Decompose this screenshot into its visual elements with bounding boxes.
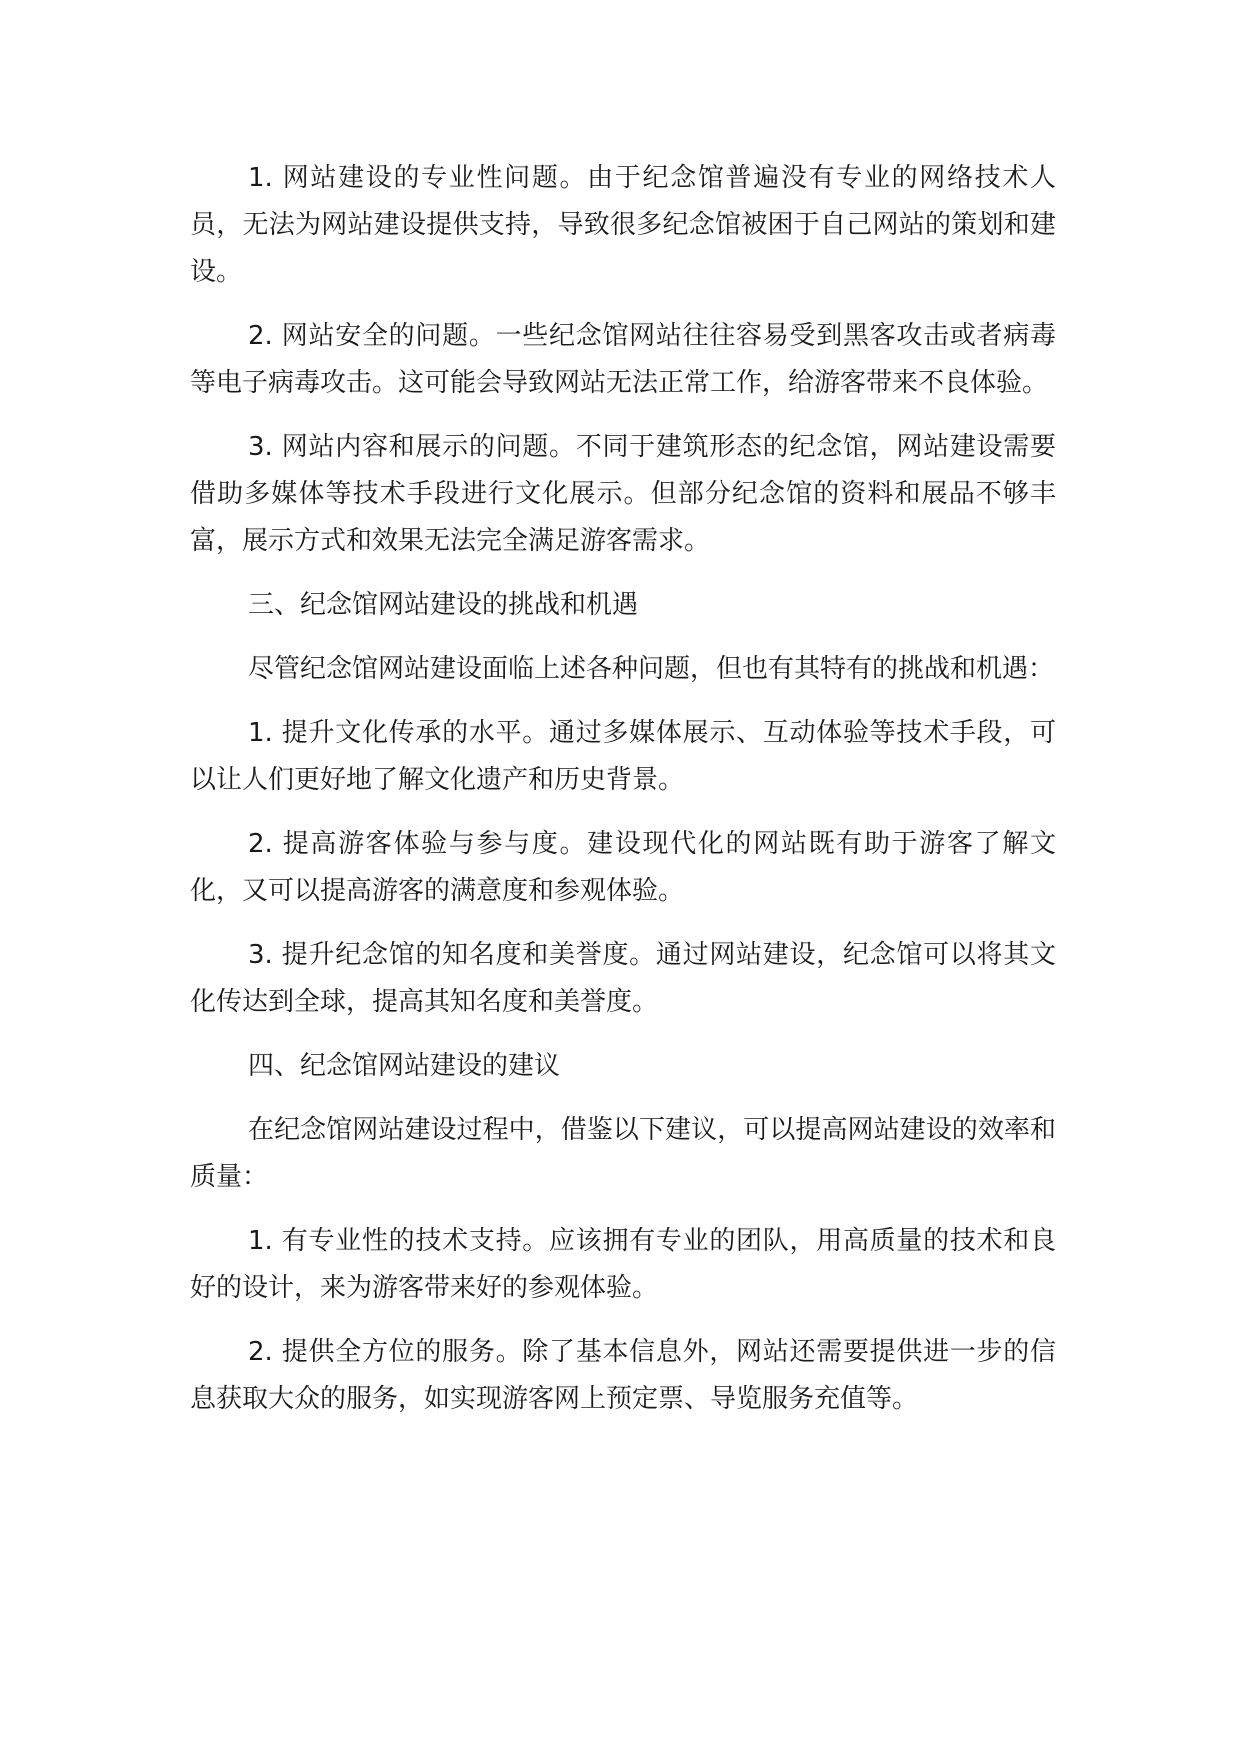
paragraph-challenges-intro: 尽管纪念馆网站建设面临上述各种问题，但也有其特有的挑战和机遇：	[248, 654, 1055, 684]
section-heading-challenges: 三、纪念馆网站建设的挑战和机遇	[248, 590, 639, 620]
paragraph-suggestion-1: 1. 有专业性的技术支持。应该拥有专业的团队，用高质量的技术和良好的设计，来为游客带来好的参观体验。	[190, 1226, 1056, 1303]
paragraph-opportunity-2: 2. 提高游客体验与参与度。建设现代化的网站既有助于游客了解文化，又可以提高游客的满意度和参观体验。	[190, 829, 1056, 906]
paragraph-issue-1: 1. 网站建设的专业性问题。由于纪念馆普遍没有专业的网络技术人员，无法为网站建设提供支持，导致很多纪念馆被困于自己网站的策划和建设。	[190, 163, 1056, 287]
paragraph-opportunity-1: 1. 提升文化传承的水平。通过多媒体展示、互动体验等技术手段，可以让人们更好地了解文化遗产和历史背景。	[190, 718, 1056, 795]
paragraph-opportunity-3: 3. 提升纪念馆的知名度和美誉度。通过网站建设，纪念馆可以将其文化传达到全球，提高其知名度和美誉度。	[190, 940, 1056, 1017]
section-heading-suggestions: 四、纪念馆网站建设的建议	[248, 1051, 561, 1081]
document-body	[190, 155, 1056, 1440]
paragraph-issue-3: 3. 网站内容和展示的问题。不同于建筑形态的纪念馆，网站建设需要借助多媒体等技术手段进行文化展示。但部分纪念馆的资料和展品不够丰富，展示方式和效果无法完全满足游客需求。	[190, 432, 1056, 556]
paragraph-issue-2: 2. 网站安全的问题。一些纪念馆网站往往容易受到黑客攻击或者病毒等电子病毒攻击。这可能会导致网站无法正常工作，给游客带来不良体验。	[190, 321, 1056, 398]
paragraph-suggestion-2: 2. 提供全方位的服务。除了基本信息外，网站还需要提供进一步的信息获取大众的服务，如实现游客网上预定票、导览服务充值等。	[190, 1337, 1056, 1414]
paragraph-suggestions-intro: 在纪念馆网站建设过程中，借鉴以下建议，可以提高网站建设的效率和质量：	[190, 1115, 1056, 1192]
